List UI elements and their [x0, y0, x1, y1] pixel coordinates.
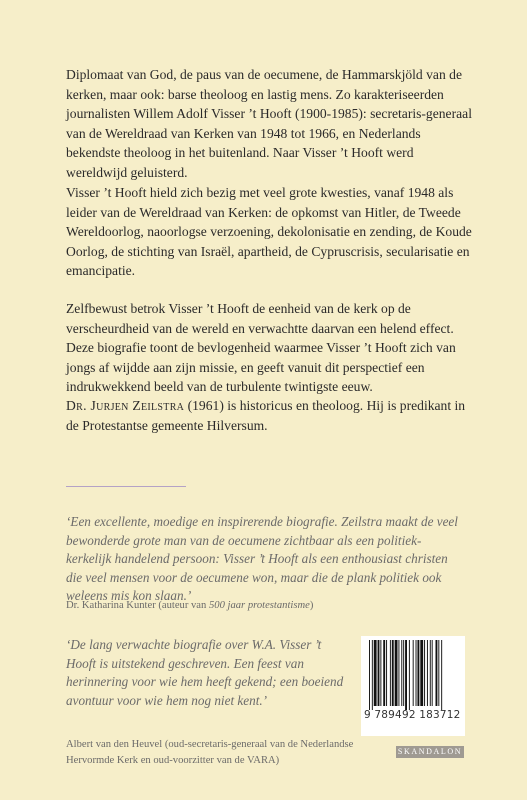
review-quote-2: ‘De lang verwachte biografie over W.A. Visser ’t Hooft is uitstekend geschreven. Een feest van herinnering voor wie hem heeft gekend; een boeiend avontuur voor wie hem nog niet kent.’ — [66, 637, 344, 708]
blurb-paragraph-3: Zelfbewust betrok Visser ’t Hooft de eenheid van de kerk op de verscheurdheid van de wereld en verwachtte daarvan een helend effect. Deze biografie toont de bevlogenheid waarmee Visser ’t Hooft zich van jongs af wijdde aan zijn missie, en geeft vanuit dit perspectief een indrukwekkend beeld van de turbulente twintigste eeuw. — [66, 301, 456, 395]
isbn-barcode — [361, 636, 465, 736]
blurb-paragraph-1: Diplomaat van God, de paus van de oecumene, de Hammarskjöld van de kerken, maar ook: barse theoloog en lastig mens. Zo karakteriseerden journalisten Willem Adolf Visser ’t Hooft (1900-1985): secretaris-generaal van de Wereldraad van Kerken van 1948 tot 1966, en Nederlands bekendste theoloog in het buitenland. Naar Visser ’t Hooft werd wereldwijd geluisterd. — [66, 67, 472, 180]
author-bio — [66, 396, 476, 435]
attribution-prefix: Dr. Katharina Kunter (auteur van — [66, 600, 209, 611]
review-attribution-2: Albert van den Heuvel (oud-secretaris-generaal van de Nederlandse Hervormde Kerk en oud-voorzitter van de VARA) — [66, 739, 354, 766]
review-attribution-1 — [66, 598, 486, 614]
author-bio-text: (1961) is historicus en theoloog. Hij is predikant in de Protestantse gemeente Hilversum. — [66, 398, 466, 433]
review-quote-1: ‘Een excellente, moedige en inspirerende biografie. Zeilstra maakt de veel bewonderde grote man van de oecumene zichtbaar als een politiek-kerkelijk handelend persoon: Visser ’t Hooft als een enthousiast christen die veel mensen voor de oecumene won, maar die de plank politiek ook weleens mis kon slaan.’ — [66, 514, 458, 604]
attribution-book-title: 500 jaar protestantisme — [208, 600, 310, 611]
author-name: Dr. Jurjen Zeilstra — [66, 398, 185, 413]
isbn-number: 9 789492 183712 — [364, 709, 461, 721]
barcode-bars — [361, 636, 465, 710]
section-divider — [66, 486, 186, 487]
publisher-logo: SKANDALON — [397, 747, 463, 756]
blurb-paragraph-2: Visser ’t Hooft hield zich bezig met veel grote kwesties, vanaf 1948 als leider van de Wereldraad van Kerken: de opkomst van Hitler, de Tweede Wereldoorlog, naoorlogse verzoening, dekolonisatie en zending, de Koude Oorlog, de stichting van Israël, apartheid, de Cypruscrisis, secularisatie en emancipatie. — [66, 185, 472, 279]
attribution-suffix: ) — [309, 600, 314, 611]
